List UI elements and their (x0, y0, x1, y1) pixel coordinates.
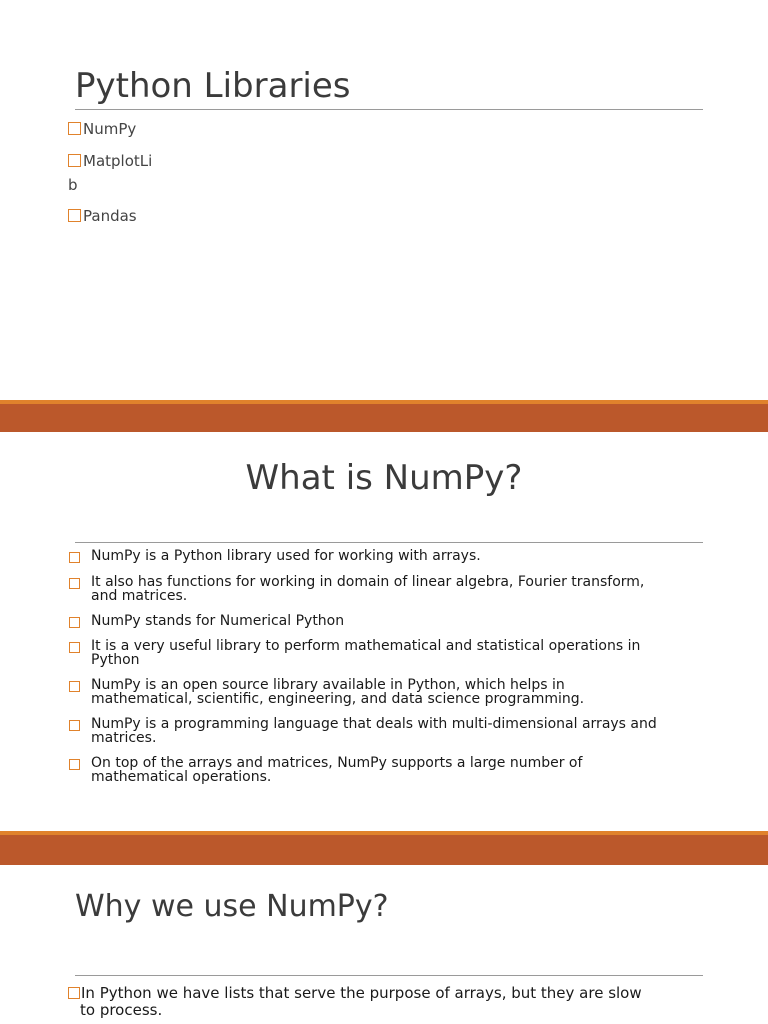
list-item (68, 678, 698, 706)
list-item-matplotlib-wrap: b (68, 176, 78, 194)
bullet-line: mathematical, scientific, engineering, and data science programming. (91, 691, 585, 707)
list-item-label: MatplotLi (83, 152, 153, 170)
bullet-list (68, 549, 698, 784)
bullet-line: mathematical operations. (91, 769, 272, 785)
square-bullet-icon (69, 642, 80, 653)
bullet-line: It is a very useful library to perform mathematical and statistical operations in (91, 638, 641, 654)
list-item (68, 575, 698, 603)
square-bullet-icon (69, 759, 80, 770)
list-item-label: Pandas (83, 207, 137, 225)
slide-python-libraries (0, 0, 768, 400)
square-bullet-icon (68, 154, 81, 167)
list-item-numpy (68, 117, 136, 141)
list-item (68, 985, 708, 1019)
square-bullet-icon (69, 617, 80, 628)
bullet-line: to process. (80, 1001, 163, 1019)
square-bullet-icon (69, 552, 80, 563)
bullet-line: NumPy is a programming language that deals with multi-dimensional arrays and (91, 716, 657, 732)
slide-title: What is NumPy? (245, 458, 523, 498)
slide-title: Python Libraries (75, 66, 351, 106)
square-bullet-icon (68, 122, 81, 135)
bullet-line: On top of the arrays and matrices, NumPy supports a large number of (91, 755, 583, 771)
slide-divider-band (0, 835, 768, 865)
square-bullet-icon (68, 209, 81, 222)
list-item-pandas (68, 204, 137, 228)
bullet-line: NumPy stands for Numerical Python (91, 613, 345, 629)
bullet-line: NumPy is an open source library available in Python, which helps in (91, 677, 565, 693)
square-bullet-icon (69, 720, 80, 731)
title-underline (75, 109, 703, 110)
title-underline (75, 542, 703, 543)
bullet-line: Python (91, 652, 140, 668)
bullet-line: matrices. (91, 730, 157, 746)
list-item (68, 639, 698, 667)
square-bullet-icon (68, 987, 80, 999)
bullet-line: In Python we have lists that serve the purpose of arrays, but they are slow (81, 984, 642, 1002)
list-item-label: NumPy (83, 120, 137, 138)
list-item (68, 756, 698, 784)
list-item (68, 614, 698, 628)
list-item-matplotlib (68, 149, 152, 173)
slide-divider-band (0, 404, 768, 432)
square-bullet-icon (69, 578, 80, 589)
title-underline (75, 975, 703, 976)
slide-title: Why we use NumPy? (75, 889, 389, 924)
square-bullet-icon (69, 681, 80, 692)
list-item (68, 549, 698, 563)
bullet-line: It also has functions for working in domain of linear algebra, Fourier transform, (91, 574, 645, 590)
list-item (68, 717, 698, 745)
bullet-line: NumPy is a Python library used for working with arrays. (91, 548, 481, 564)
bullet-line: and matrices. (91, 588, 188, 604)
